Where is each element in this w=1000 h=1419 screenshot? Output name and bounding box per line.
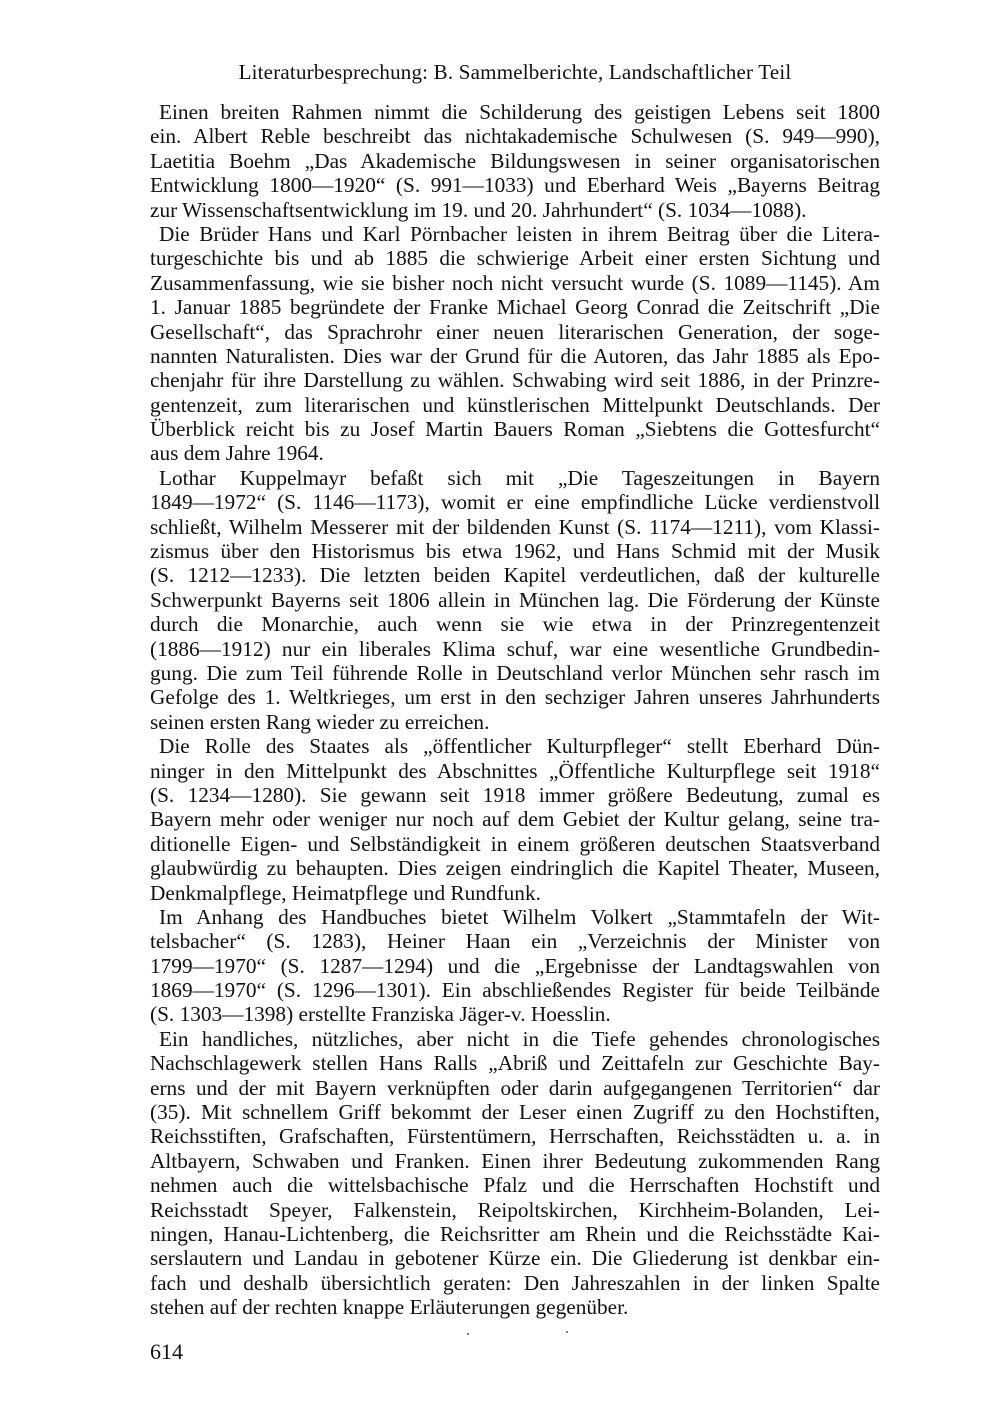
text-line: ningen, Hanau-Lichtenberg, die Reichsritter am Rhein und die Reichsstädte Kai- (150, 1221, 880, 1246)
text-line: Nachschlagewerk stellen Hans Ralls „Abriß und Zeittafeln zur Geschichte Bay- (150, 1051, 880, 1076)
text-line: turgeschichte bis und ab 1885 die schwierige Arbeit einer ersten Sichtung und (150, 246, 880, 271)
text-line: seinen ersten Rang wieder zu erreichen. (150, 709, 490, 734)
text-line: Überblick reicht bis zu Josef Martin Bauers Roman „Siebtens die Gottesfurcht“ (150, 417, 880, 442)
text-line: Die Rolle des Staates als „öffentlicher Kulturpfleger“ stellt Eberhard Dün- (159, 734, 880, 759)
paragraph (150, 1027, 880, 1320)
text-line: erns und der mit Bayern verknüpften oder darin aufgegangenen Territorien“ dar (150, 1075, 880, 1100)
text-line: nehmen auch die wittelsbachische Pfalz und die Herrschaften Hochstift und (150, 1173, 880, 1198)
text-line: stehen auf der rechten knappe Erläuterungen gegenüber. (150, 1295, 629, 1320)
text-line: 1799—1970“ (S. 1287—1294) und die „Ergebnisse der Landtagswahlen von (150, 953, 880, 978)
text-line: gung. Die zum Teil führende Rolle in Deutschland verlor München sehr rasch im (150, 660, 880, 685)
text-line: Schwerpunkt Bayerns seit 1806 allein in München lag. Die Förderung der Künste (150, 587, 880, 612)
page-number: 614 (150, 1339, 183, 1364)
text-line: fach und deshalb übersichtlich geraten: Den Jahreszahlen in der linken Spalte (150, 1270, 880, 1295)
text-line: durch die Monarchie, auch wenn sie wie etwa in der Prinzregentenzeit (150, 612, 880, 637)
text-line: Zusammenfassung, wie sie bisher noch nicht versucht wurde (S. 1089—1145). Am (150, 270, 880, 295)
body-text (150, 100, 880, 1320)
text-line: Altbayern, Schwaben und Franken. Einen ihrer Bedeutung zukommenden Rang (150, 1148, 880, 1173)
text-line: 1. Januar 1885 begründete der Franke Michael Georg Conrad die Zeitschrift „Die (150, 295, 880, 320)
paragraph (150, 734, 880, 905)
text-line: Einen breiten Rahmen nimmt die Schilderung des geistigen Lebens seit 1800 (159, 100, 880, 124)
text-line: Laetitia Boehm „Das Akademische Bildungswesen in seiner organisatorischen (150, 148, 880, 173)
text-line: (35). Mit schnellem Griff bekommt der Leser einen Zugriff zu den Hochstiften, (150, 1100, 880, 1125)
paragraph (150, 222, 880, 466)
paragraph (150, 905, 880, 1027)
text-line: 1849—1972“ (S. 1146—1173), womit er eine empfindliche Lücke verdienstvoll (150, 490, 880, 515)
text-line: telsbacher“ (S. 1283), Heiner Haan ein „Verzeichnis der Minister von (150, 929, 880, 954)
text-line: (S. 1212—1233). Die letzten beiden Kapitel verdeutlichen, daß der kulturelle (150, 563, 880, 588)
text-line: Reichsstadt Speyer, Falkenstein, Reipoltskirchen, Kirchheim-Bolanden, Lei- (150, 1197, 880, 1222)
text-line: Reichsstiften, Grafschaften, Fürstentümern, Herrschaften, Reichsstädten u. a. in (150, 1124, 880, 1149)
speck-mark (467, 1333, 469, 1335)
text-line: schließt, Wilhelm Messerer mit der bildenden Kunst (S. 1174—1211), vom Klassi- (150, 514, 880, 539)
text-line: (1886—1912) nur ein liberales Klima schuf, war eine wesentliche Grundbedin- (150, 636, 880, 661)
text-line: serslautern und Landau in gebotener Kürze ein. Die Gliederung ist denkbar ein- (150, 1246, 880, 1271)
text-line: ein. Albert Reble beschreibt das nichtakademische Schulwesen (S. 949—990), (150, 124, 880, 149)
text-line: chenjahr für ihre Darstellung zu wählen. Schwabing wird seit 1886, in der Prinzre- (150, 368, 880, 393)
text-line: Gefolge des 1. Weltkrieges, um erst in den sechziger Jahren unseres Jahrhunderts (150, 685, 880, 710)
text-line: ninger in den Mittelpunkt des Abschnittes „Öffentliche Kulturpflege seit 1918“ (150, 758, 880, 783)
text-line: Lothar Kuppelmayr befaßt sich mit „Die Tageszeitungen in Bayern (159, 465, 880, 490)
text-line: Entwicklung 1800—1920“ (S. 991—1033) und Eberhard Weis „Bayerns Beitrag (150, 173, 880, 198)
text-line: gentenzeit, zum literarischen und künstlerischen Mittelpunkt Deutschlands. Der (150, 392, 880, 417)
text-line: 1869—1970“ (S. 1296—1301). Ein abschließendes Register für beide Teilbände (150, 978, 880, 1003)
text-line: zismus über den Historismus bis etwa 1962, und Hans Schmid mit der Musik (150, 539, 880, 564)
text-line: Im Anhang des Handbuches bietet Wilhelm Volkert „Stammtafeln der Wit- (159, 904, 880, 929)
text-line: Ein handliches, nützliches, aber nicht in die Tiefe gehendes chronologisches (159, 1026, 880, 1051)
text-line: Denkmalpflege, Heimatpflege und Rundfunk. (150, 880, 541, 905)
text-line: Bayern mehr oder weniger nur noch auf dem Gebiet der Kultur gelang, seine tra- (150, 807, 880, 832)
paragraph (150, 466, 880, 734)
running-head: Literaturbesprechung: B. Sammelberichte, Landschaftlicher Teil (238, 60, 792, 84)
text-line: (S. 1303—1398) erstellte Franziska Jäger-v. Hoesslin. (150, 1002, 611, 1027)
text-line: nannten Naturalisten. Dies war der Grund für die Autoren, das Jahr 1885 als Epo- (150, 343, 880, 368)
paragraph (150, 100, 880, 222)
speck-mark (566, 1331, 568, 1333)
text-line: Die Brüder Hans und Karl Pörnbacher leisten in ihrem Beitrag über die Litera- (159, 221, 880, 246)
text-line: zur Wissenschaftsentwicklung im 19. und 20. Jahrhundert“ (S. 1034—1088). (150, 197, 807, 222)
text-line: ditionelle Eigen- und Selbständigkeit in einem größeren deutschen Staatsverband (150, 831, 880, 856)
text-line: aus dem Jahre 1964. (150, 441, 324, 466)
text-line: Gesellschaft“, das Sprachrohr einer neuen literarischen Generation, der soge- (150, 319, 880, 344)
text-line: (S. 1234—1280). Sie gewann seit 1918 immer größere Bedeutung, zumal es (150, 782, 880, 807)
text-line: glaubwürdig zu behaupten. Dies zeigen eindringlich die Kapitel Theater, Museen, (150, 856, 880, 881)
